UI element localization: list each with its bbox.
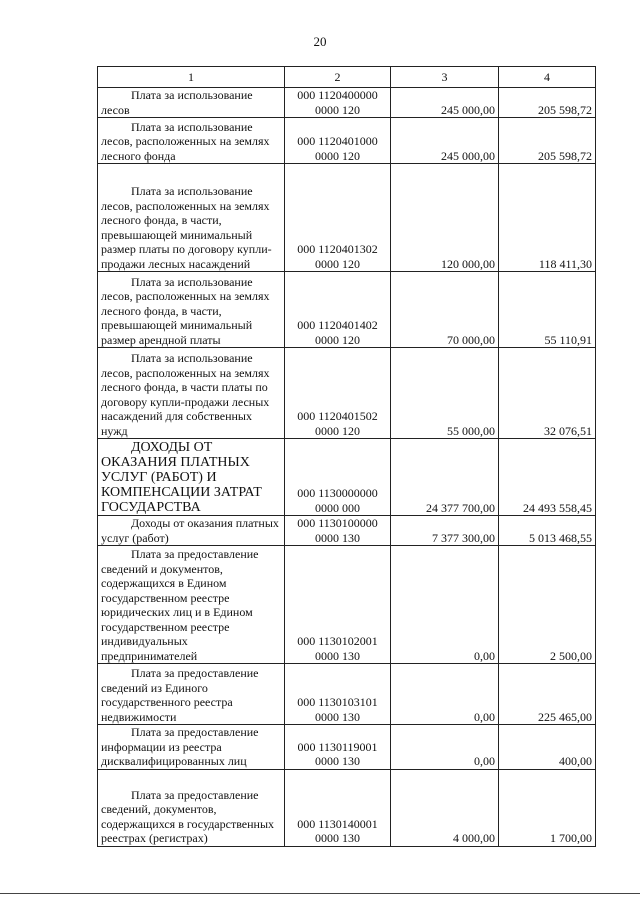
plan-amount-cell: 245 000,00 [391, 118, 499, 164]
revenue-name-cell: Плата за использование лесов, расположенных на землях лесного фонда, в части, превышающей минимальный размер арендной платы [98, 272, 285, 348]
plan-amount-cell: 55 000,00 [391, 348, 499, 439]
table-row [98, 769, 596, 846]
revenue-name-cell: Плата за предоставление сведений, документов, содержащихся в государственных реестрах (регистрах) [98, 769, 285, 846]
budget-code-cell: 000 1130140001 0000 130 [285, 769, 391, 846]
table-row [98, 664, 596, 725]
budget-code-cell: 000 1120400000 0000 120 [285, 88, 391, 118]
actual-amount-cell: 55 110,91 [499, 272, 596, 348]
budget-code-cell: 000 1120401502 0000 120 [285, 348, 391, 439]
plan-amount-cell: 7 377 300,00 [391, 516, 499, 546]
revenue-name-cell: Плата за использование лесов, расположенных на землях лесного фонда, в части, превышающей минимальный размер платы по договору купли-продажи лесных насаждений [98, 164, 285, 272]
revenue-name-cell: Доходы от оказания платных услуг (работ) [98, 516, 285, 546]
revenue-name-cell: Плата за предоставление сведений из Единого государственного реестра недвижимости [98, 664, 285, 725]
column-header: 2 [285, 67, 391, 88]
actual-amount-cell: 5 013 468,55 [499, 516, 596, 546]
plan-amount-cell: 245 000,00 [391, 88, 499, 118]
actual-amount-cell: 400,00 [499, 725, 596, 770]
actual-amount-cell: 205 598,72 [499, 88, 596, 118]
table-row [98, 439, 596, 516]
table-row [98, 118, 596, 164]
column-header: 4 [499, 67, 596, 88]
budget-code-cell: 000 1130119001 0000 130 [285, 725, 391, 770]
revenue-name-cell: Плата за предоставление информации из реестра дисквалифицированных лиц [98, 725, 285, 770]
actual-amount-cell: 225 465,00 [499, 664, 596, 725]
column-header: 3 [391, 67, 499, 88]
table-row [98, 88, 596, 118]
table-row [98, 348, 596, 439]
budget-code-cell: 000 1130100000 0000 130 [285, 516, 391, 546]
table-header-row [98, 67, 596, 88]
plan-amount-cell: 0,00 [391, 725, 499, 770]
plan-amount-cell: 0,00 [391, 546, 499, 664]
revenue-name-cell: Плата за использование лесов [98, 88, 285, 118]
actual-amount-cell: 32 076,51 [499, 348, 596, 439]
budget-code-cell: 000 1130103101 0000 130 [285, 664, 391, 725]
table-row [98, 272, 596, 348]
plan-amount-cell: 4 000,00 [391, 769, 499, 846]
budget-code-cell: 000 1130102001 0000 130 [285, 546, 391, 664]
actual-amount-cell: 1 700,00 [499, 769, 596, 846]
column-header: 1 [98, 67, 285, 88]
table-row [98, 516, 596, 546]
table-row [98, 164, 596, 272]
page-bottom-rule [0, 893, 640, 894]
actual-amount-cell: 118 411,30 [499, 164, 596, 272]
plan-amount-cell: 0,00 [391, 664, 499, 725]
plan-amount-cell: 120 000,00 [391, 164, 499, 272]
actual-amount-cell: 205 598,72 [499, 118, 596, 164]
budget-code-cell: 000 1130000000 0000 000 [285, 439, 391, 516]
revenue-name-cell: ДОХОДЫ ОТ ОКАЗАНИЯ ПЛАТНЫХ УСЛУГ (РАБОТ) И КОМПЕНСАЦИИ ЗАТРАТ ГОСУДАРСТВА [98, 439, 285, 516]
page-number: 20 [313, 34, 327, 49]
revenue-name-cell: Плата за использование лесов, расположенных на землях лесного фонда [98, 118, 285, 164]
plan-amount-cell: 70 000,00 [391, 272, 499, 348]
actual-amount-cell: 2 500,00 [499, 546, 596, 664]
budget-code-cell: 000 1120401402 0000 120 [285, 272, 391, 348]
budget-code-cell: 000 1120401302 0000 120 [285, 164, 391, 272]
budget-code-cell: 000 1120401000 0000 120 [285, 118, 391, 164]
revenue-table [97, 66, 596, 847]
revenue-name-cell: Плата за использование лесов, расположенных на землях лесного фонда, в части платы по договору купли-продажи лесных насаждений для собственных нужд [98, 348, 285, 439]
table-row [98, 546, 596, 664]
plan-amount-cell: 24 377 700,00 [391, 439, 499, 516]
table-row [98, 725, 596, 770]
revenue-name-cell: Плата за предоставление сведений и документов, содержащихся в Едином государственном реестре юридических лиц и в Едином государственном реестре индивидуальных предпринимателей [98, 546, 285, 664]
actual-amount-cell: 24 493 558,45 [499, 439, 596, 516]
